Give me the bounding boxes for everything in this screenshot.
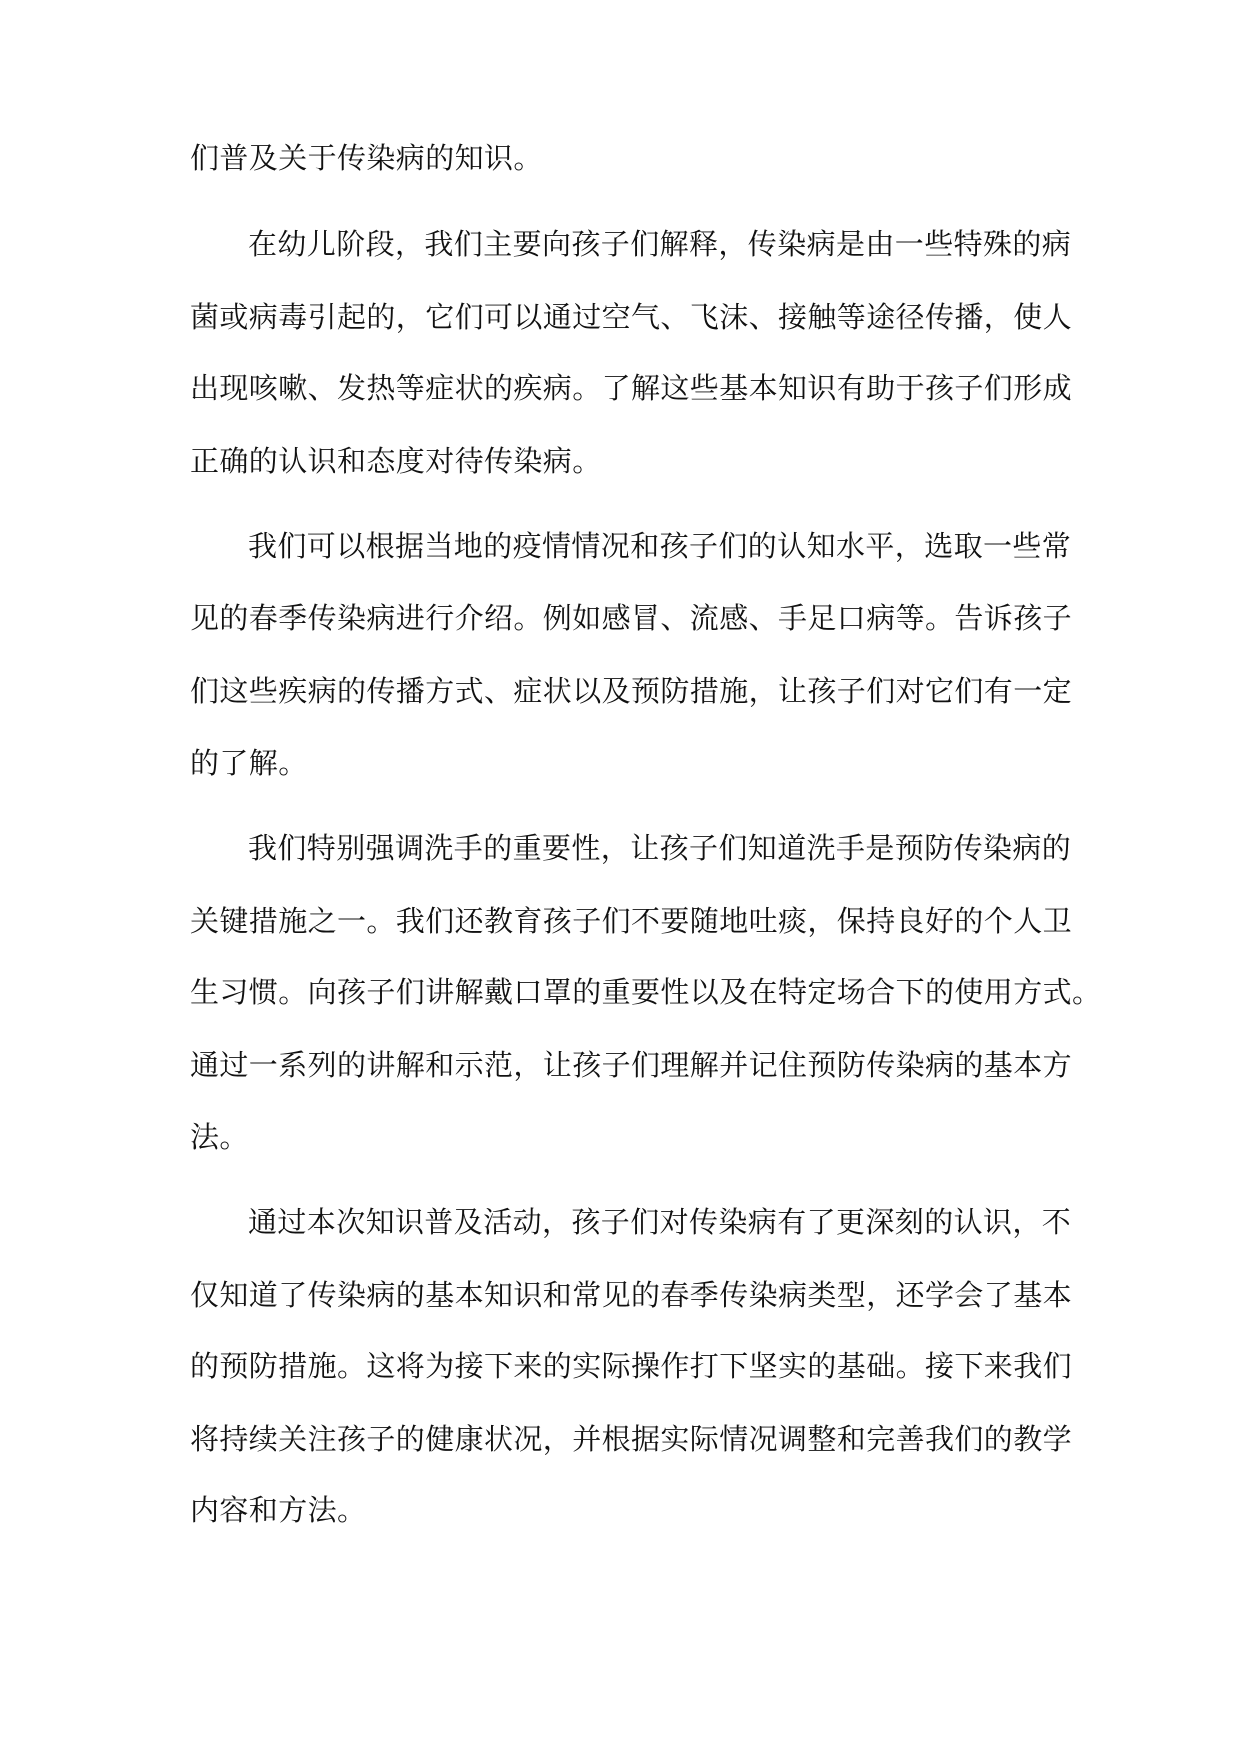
paragraph-3-line-1: 我们可以根据当地的疫情情况和孩子们的认知水平，选取一些常	[248, 529, 1072, 563]
paragraph-3-line-3: 们这些疾病的传播方式、症状以及预防措施，让孩子们对它们有一定	[190, 674, 1073, 708]
paragraph-4-line-1: 我们特别强调洗手的重要性，让孩子们知道洗手是预防传染病的	[248, 831, 1072, 865]
paragraph-5-line-4: 将持续关注孩子的健康状况，并根据实际情况调整和完善我们的教学	[190, 1422, 1073, 1456]
paragraph-2-line-4: 正确的认识和态度对待传染病。	[190, 444, 602, 478]
paragraph-2-line-1: 在幼儿阶段，我们主要向孩子们解释，传染病是由一些特殊的病	[248, 227, 1072, 261]
paragraph-5-line-3: 的预防措施。这将为接下来的实际操作打下坚实的基础。接下来我们	[190, 1349, 1073, 1383]
paragraph-3-line-4: 的了解。	[190, 746, 308, 780]
paragraph-1-line-1: 们普及关于传染病的知识。	[190, 141, 543, 175]
paragraph-3-line-2: 见的春季传染病进行介绍。例如感冒、流感、手足口病等。告诉孩子	[190, 601, 1073, 635]
paragraph-2-line-2: 菌或病毒引起的，它们可以通过空气、飞沫、接触等途径传播，使人	[190, 300, 1073, 334]
paragraph-4-line-3: 生习惯。向孩子们讲解戴口罩的重要性以及在特定场合下的使用方式。	[190, 975, 1102, 1009]
paragraph-5-line-2: 仅知道了传染病的基本知识和常见的春季传染病类型，还学会了基本	[190, 1278, 1073, 1312]
paragraph-4-line-5: 法。	[190, 1120, 249, 1154]
paragraph-5-line-5: 内容和方法。	[190, 1493, 367, 1527]
paragraph-4-line-2: 关键措施之一。我们还教育孩子们不要随地吐痰，保持良好的个人卫	[190, 904, 1073, 938]
paragraph-5-line-1: 通过本次知识普及活动，孩子们对传染病有了更深刻的认识，不	[248, 1205, 1072, 1239]
paragraph-2-line-3: 出现咳嗽、发热等症状的疾病。了解这些基本知识有助于孩子们形成	[190, 371, 1073, 405]
paragraph-4-line-4: 通过一系列的讲解和示范，让孩子们理解并记住预防传染病的基本方	[190, 1048, 1073, 1082]
